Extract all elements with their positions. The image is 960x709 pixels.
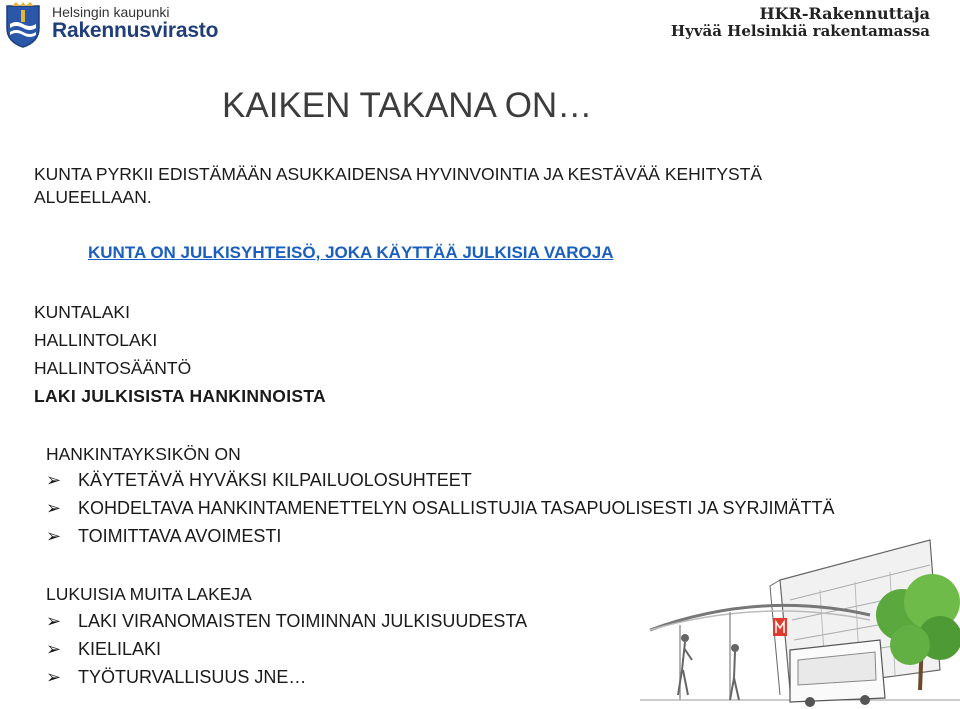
brand-name: HKR-Rakennuttaja [759, 4, 930, 23]
bullet-text: LAKI VIRANOMAISTEN TOIMINNAN JULKISUUDESTA [78, 611, 528, 631]
org-subtitle: Helsingin kaupunki [52, 4, 170, 20]
arrow-bullet-icon: ➢ [46, 667, 62, 687]
bullet-item [46, 526, 281, 547]
bullet-text: TOIMITTAVA AVOIMESTI [78, 526, 282, 546]
law-item-bold: LAKI JULKISISTA HANKINNOISTA [34, 386, 326, 406]
public-entity-link[interactable]: KUNTA ON JULKISYHTEISÖ, JOKA KÄYTTÄÄ JULKISIA VAROJA [88, 243, 614, 262]
bullet-item [46, 667, 306, 688]
helsinki-crest-icon [4, 2, 42, 48]
arrow-bullet-icon: ➢ [46, 470, 62, 490]
bullet-item [46, 639, 161, 660]
city-sketch-illustration [640, 520, 960, 709]
group2-heading: LUKUISIA MUITA LAKEJA [46, 584, 252, 604]
law-item: HALLINTOLAKI [34, 330, 158, 350]
bullet-text: TYÖTURVALLISUUS JNE… [78, 667, 307, 687]
intro-line-2: ALUEELLAAN. [34, 187, 152, 207]
brand-slogan: Hyvää Helsinkiä rakentamassa [670, 22, 930, 40]
intro-line-1: KUNTA PYRKII EDISTÄMÄÄN ASUKKAIDENSA HYVINVOINTIA JA KESTÄVÄÄ KEHITYSTÄ [34, 164, 763, 184]
arrow-bullet-icon: ➢ [46, 639, 62, 659]
bullet-text: KOHDELTAVA HANKINTAMENETTELYN OSALLISTUJIA TASAPUOLISESTI JA SYRJIMÄTTÄ [78, 498, 835, 518]
bullet-item [46, 611, 527, 632]
law-item: KUNTALAKI [34, 302, 130, 322]
bullet-text: KIELILAKI [78, 639, 162, 659]
arrow-bullet-icon: ➢ [46, 526, 62, 546]
law-item: HALLINTOSÄÄNTÖ [34, 358, 192, 378]
group1-heading: HANKINTAYKSIKÖN ON [46, 444, 241, 464]
header [0, 0, 960, 52]
bullet-item [46, 470, 472, 491]
arrow-bullet-icon: ➢ [46, 611, 62, 631]
bullet-item [46, 498, 835, 519]
slide-title: KAIKEN TAKANA ON… [222, 86, 593, 125]
bullet-text: KÄYTETÄVÄ HYVÄKSI KILPAILUOLOSUHTEET [78, 470, 472, 490]
org-name: Rakennusvirasto [52, 19, 219, 42]
arrow-bullet-icon: ➢ [46, 498, 62, 518]
